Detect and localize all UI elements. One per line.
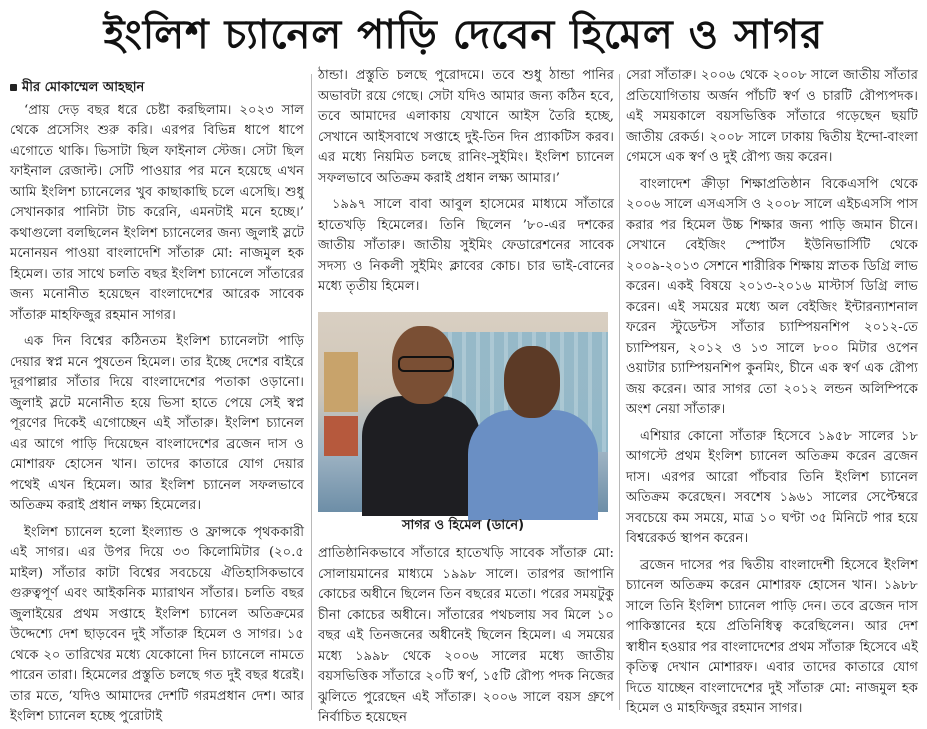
paragraph: ইংলিশ চ্যানেল হলো ইংল্যান্ড ও ফ্রান্সকে পৃথককারী এই সাগর। এর উপর দিয়ে ৩৩ কিলোমিটার (২০.৫ মাইল) সাঁতার কাটা বিশ্বের সবচেয়ে ঐতিহাসিকভাবে গুরুত্বপূর্ণ এবং আইকনিক ম্যারাথন সাঁতার। চলতি বছর জুলাইয়ের প্রথম সপ্তাহে ইংলিশ চ্যানেল অতিক্রমের উদ্দেশ্যে দেশ ছাড়বেন দুই সাঁতারু হিমেল ও সাগর। ১৫ থেকে ২০ তারিখের মধ্যে যেকোনো দিন চ্যানেলে নামতে পারেন তারা। হিমেলের প্রস্তুতি চলছে গত দুই বছর ধরেই। তার মতে, ‘যদিও আমাদের দেশটি গরমপ্রধান দেশ। আর ইংলিশ চ্যানেল হচ্ছে পুরোটাই: [10, 524, 304, 724]
paragraph: এক দিন বিশ্বের কঠিনতম ইংলিশ চ্যানেলটা পাড়ি দেয়ার স্বপ্ন মনে পুষতেন হিমেল। তার ইচ্ছে দেশের বাইরে দূরপাল্লার সাঁতার দিয়ে বাংলাদেশের পতাকা ওড়ানো। জুলাই স্লটে মনোনীত হয়ে ভিসা হাতে পেয়ে সেই স্বপ্ন পূরণের দিকেই এগোচ্ছেন এই সাঁতারু। ইংলিশ চ্যানেল এর আগে পাড়ি দিয়েছেন বাংলাদেশের ব্রজেন দাস ও মোশারফ হোসেন খান। তাদের কাতারে যোগ দেয়ার পথেই এখন হিমেল। আর ইংলিশ চ্যানেল সফলভাবে অতিক্রম করাই প্রধান লক্ষ্য হিমেলের।: [10, 334, 304, 513]
bullet-icon: [10, 84, 17, 91]
article-column-2-bottom: [318, 544, 614, 725]
paragraph: এশিয়ার কোনো সাঁতারু হিসেবে ১৯৫৮ সালের ১৮ আগস্টে প্রথম ইংলিশ চ্যানেল অতিক্রম করেন ব্রজেন দাস। এরপর আরো পাঁচবার তিনি ইংলিশ চ্যানেল অতিক্রম করেছেন। সবশেষ ১৯৬১ সালের সেপ্টেম্বরে সবচেয়ে কম সময়ে, মাত্র ১০ ঘণ্টা ৩৫ মিনিটে পার হয়ে বিশ্বরেকর্ড স্থাপন করেন।: [626, 428, 918, 546]
byline: [10, 78, 304, 99]
paragraph: ঠান্ডা। প্রস্তুতি চলছে পুরোদমে। তবে শুধু ঠান্ডা পানির অভাবটা রয়ে গেছে। সেটা যদিও আমার জন্য কঠিন হবে, তবে আমাদের এলাকায় যেখানে আইস তৈরি হচ্ছে, সেখানে আইসবাথে সপ্তাহে দুই-তিন দিন প্র্যাকটিস করব। এর মধ্যে নিয়মিত চলছে রানিং-সুইমিং। ইংলিশ চ্যানেল সফলভাবে অতিক্রম করাই প্রধান লক্ষ্য আমার।’: [318, 68, 614, 186]
photo-caption: সাগর ও হিমেল (ডানে): [401, 518, 525, 533]
news-photo: [318, 312, 608, 512]
byline-text: মীর মোকাম্মেল আহছান: [22, 80, 145, 95]
glasses-icon: [398, 356, 454, 372]
paragraph: বাংলাদেশ ক্রীড়া শিক্ষাপ্রতিষ্ঠান বিকেএসপি থেকে ২০০৬ সালে এসএসসি ও ২০০৮ সালে এইচএসসি পাস করার পর হিমেল উচ্চ শিক্ষার জন্য পাড়ি জমান চীনে। সেখানে বেইজিং স্পোর্টস ইউনিভার্সিটি থেকে ২০০৯-২০১৩ সেশনে শারীরিক শিক্ষায় স্নাতক ডিগ্রি লাভ করেন। একই বিষয়ে ২০১৩-২০১৬ মাস্টার্স ডিগ্রি লাভ করেন। এই সময়ের মধ্যে অল বেইজিং ইন্টারন্যাশনাল ফরেন স্টুডেন্টস সাঁতার চ্যাম্পিয়নশিপ ২০১২-তে চ্যাম্পিয়ন, ২০১২ ও ১৩ সালে ৮০০ মিটার ওপেন ওয়াটার চ্যাম্পিয়নশিপ কুনমিং, চীনে এক স্বর্ণ এক রৌপ্য জয় করেন। আর সাগর তো ২০১২ লন্ডন অলিম্পিকে অংশ নেয়া সাঁতারু।: [626, 176, 918, 417]
column-divider: [619, 74, 620, 710]
headline: ইংলিশ চ্যানেল পাড়ি দেবেন হিমেল ও সাগর: [103, 12, 824, 58]
person-sagar: [362, 326, 480, 512]
person-himel: [468, 346, 598, 512]
article-column-1: [10, 78, 304, 724]
poster: [324, 352, 358, 412]
paragraph: সেরা সাঁতারু। ২০০৬ থেকে ২০০৮ সালে জাতীয় সাঁতার প্রতিযোগিতায় অর্জন পাঁচটি স্বর্ণ ও চারটি রৌপ্যপদক। এই সময়কালে বয়সভিত্তিক সাঁতারে গড়েছেন ছয়টি জাতীয় রেকর্ড। ২০০৮ সালে ঢাকায় দ্বিতীয় ইন্দো-বাংলা গেমসে এক স্বর্ণ ও দুই রৌপ্য জয় করেন।: [626, 68, 918, 165]
paragraph: ব্রজেন দাসের পর দ্বিতীয় বাংলাদেশী হিসেবে ইংলিশ চ্যানেল অতিক্রম করেন মোশারফ হোসেন খান। ১৯৮৮ সালে তিনি ইংলিশ চ্যানেল পাড়ি দেন। তবে ব্রজেন দাস পাকিস্তানের হয়ে প্রতিনিধিত্ব করেছিলেন। আর দেশ স্বাধীন হওয়ার পর বাংলাদেশের প্রথম সাঁতারু হিসেবে এই কৃতিত্ব দেখান মোশারফ। এবার তাদের কাতারে যোগ দিতে যাচ্ছেন বাংলাদেশের দুই সাঁতারু মো: নাজমুল হক হিমেল ও মাহফিজুর রহমান সাগর।: [626, 557, 918, 716]
paragraph: ১৯৯৭ সালে বাবা আবুল হাসেমের মাধ্যমে সাঁতারে হাতেখড়ি হিমেলের। তিনি ছিলেন ’৮০-এর দশকের জাতীয় সাঁতারু। জাতীয় সুইমিং ফেডারেশনের সাবেক সদস্য ও নিকলী সুইমিং ক্লাবের কোচ। চার ভাই-বোনের মধ্যে তৃতীয় হিমেল।: [318, 197, 614, 294]
article-column-3: [626, 66, 918, 716]
paragraph: প্রাতিষ্ঠানিকভাবে সাঁতারে হাতেখড়ি সাবেক সাঁতারু মো: সোলায়মানের মাধ্যমে ১৯৯৮ সালে। তারপর জাপানি কোচের অধীনে ছিলেন তিন বছরের মতো। পরের সময়টুকু চীনা কোচের অধীনে। সাঁতারের পথচলায় সব মিলে ১০ বছর এই তিনজনের অধীনেই ছিলেন হিমেল। এ সময়ের মধ্যে ১৯৯৮ থেকে ২০০৬ সালের মধ্যে জাতীয় বয়সভিত্তিক সাঁতারে ২০টি স্বর্ণ, ১৫টি রৌপ্য পদক নিজের ঝুলিতে পুরেছেন এই সাঁতারু। ২০০৬ সালে বয়স গ্রুপে নির্বাচিত হয়েছেন: [318, 546, 614, 725]
article-column-2-top: [318, 66, 614, 306]
paragraph: ‘প্রায় দেড় বছর ধরে চেষ্টা করছিলাম। ২০২৩ সাল থেকে প্রসেসিং শুরু করি। এরপর বিভিন্ন ধাপে ধাপে এগোতে থাকি। ভিসাটা ছিল ফাইনাল স্টেজ। সেটা ছিল ফাইনাল রেজাল্ট। সেটি পাওয়ার পর মনে হয়েছে এখন আমি ইংলিশ চ্যানেলের খুব কাছাকাছি চলে এসেছি। শুধু সেখানকার পানিটা টাচ করেনি, এমনটাই মনে হচ্ছে।’ কথাগুলো বলছিলেন ইংলিশ চ্যানেলের জন্য জুলাই স্লটে মনোনয়ন পাওয়া বাংলাদেশি সাঁতারু মো: নাজমুল হক হিমেল। তার সাথে চলতি বছর ইংলিশ চ্যানেলে সাঁতারের জন্য মনোনীত হয়েছেন বাংলাদেশের আরেক সাবেক সাঁতারু মাহফিজুর রহমান সাগর।: [10, 102, 304, 323]
poster: [324, 416, 358, 456]
column-divider: [311, 74, 312, 710]
